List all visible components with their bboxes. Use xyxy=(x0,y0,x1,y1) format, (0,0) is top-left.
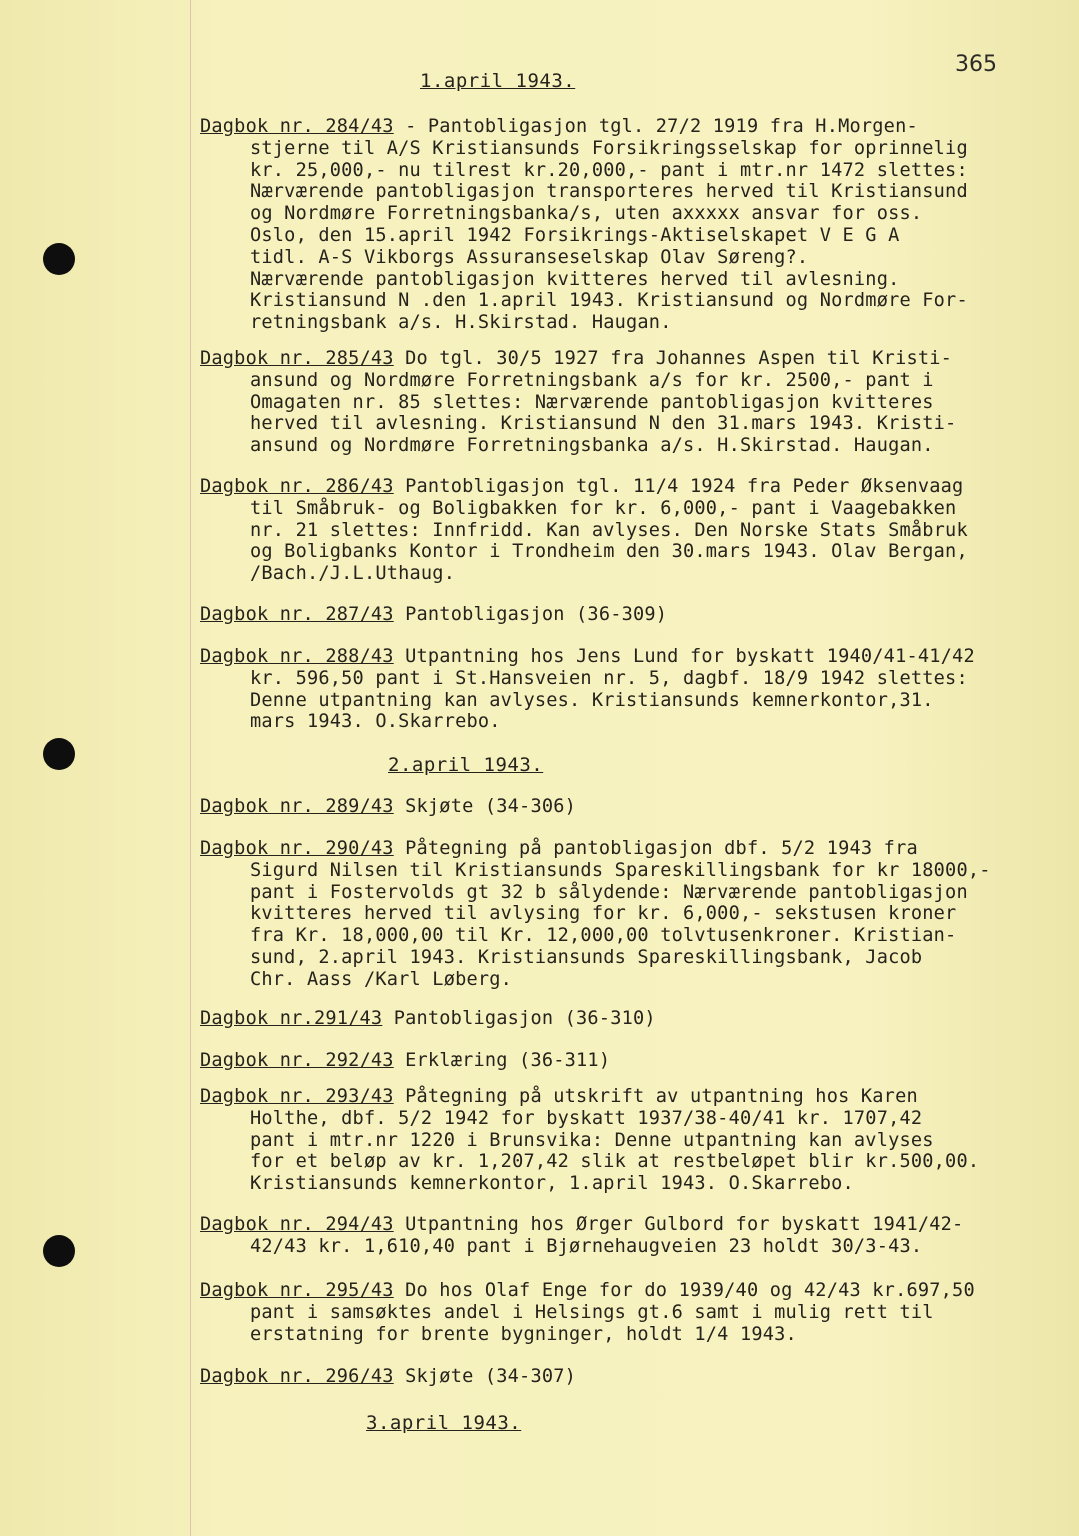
entry-text: Omagaten nr. 85 slettes: Nærværende pantobligasjon kvitteres xyxy=(250,391,934,413)
journal-entry xyxy=(200,796,1060,818)
date-heading: 3.april 1943. xyxy=(366,1412,522,1434)
entry-ref: Dagbok nr. 289/43 xyxy=(200,796,394,817)
entry-text: Oslo, den 15.april 1942 Forsikrings-Aktiselskapet V E G A xyxy=(250,224,900,246)
journal-entry xyxy=(200,1008,1060,1030)
entry-text: ansund og Nordmøre Forretningsbanka a/s. H.Skirstad. Haugan. xyxy=(250,435,934,457)
entry-text: Pantobligasjon tgl. 11/4 1924 fra Peder Øksenvaag xyxy=(393,476,964,497)
entry-text: - Pantobligasjon tgl. 27/2 1919 fra H.Morgen- xyxy=(393,116,918,137)
journal-entry xyxy=(200,1214,1060,1258)
entry-text: Utpantning hos Jens Lund for byskatt 1940/41-41/42 xyxy=(393,646,975,667)
entry-text: Pantobligasjon (36-310) xyxy=(382,1008,656,1029)
punch-hole xyxy=(43,1235,75,1267)
entry-ref: Dagbok nr. 292/43 xyxy=(200,1050,394,1071)
entry-text: stjerne til A/S Kristiansunds Forsikringsselskap for oprinnelig xyxy=(250,137,968,159)
entry-text: Kristiansunds kemnerkontor, 1.april 1943. O.Skarrebo. xyxy=(250,1173,854,1195)
entry-text: erstatning for brente bygninger, holdt 1/4 1943. xyxy=(250,1323,797,1345)
entry-text: Skjøte (34-306) xyxy=(393,796,577,817)
journal-entry xyxy=(200,116,1060,334)
entry-text: Påtegning på pantobligasjon dbf. 5/2 1943 fra xyxy=(393,838,918,859)
entry-text: retningsbank a/s. H.Skirstad. Haugan. xyxy=(250,312,672,334)
entry-text: Nærværende pantobligasjon transporteres herved til Kristiansund xyxy=(250,181,968,203)
entry-text: Holthe, dbf. 5/2 1942 for byskatt 1937/38-40/41 kr. 1707,42 xyxy=(250,1107,923,1129)
entry-text: kr. 596,50 pant i St.Hansveien nr. 5, dagbf. 18/9 1942 slettes: xyxy=(250,667,968,689)
entry-text: og Nordmøre Forretningsbanka/s, uten axxxxx ansvar for oss. xyxy=(250,203,923,225)
journal-entry xyxy=(200,838,1060,991)
entry-ref: Dagbok nr. 294/43 xyxy=(200,1214,394,1235)
entry-ref: Dagbok nr. 295/43 xyxy=(200,1280,394,1301)
entry-text: Chr. Aass /Karl Løberg. xyxy=(250,968,513,990)
entry-text: kvitteres herved til avlysing for kr. 6,000,- sekstusen kroner xyxy=(250,903,957,925)
entry-text: Påtegning på utskrift av utpantning hos Karen xyxy=(393,1086,918,1107)
entry-text: Skjøte (34-307) xyxy=(393,1366,577,1387)
journal-entry xyxy=(200,1086,1060,1195)
entry-text: sund, 2.april 1943. Kristiansunds Spareskillingsbank, Jacob xyxy=(250,946,923,968)
journal-entry xyxy=(200,1050,1060,1072)
entry-text: Denne utpantning kan avlyses. Kristiansunds kemnerkontor,31. xyxy=(250,689,934,711)
punch-hole xyxy=(43,243,75,275)
entry-text: til Småbruk- og Boligbakken for kr. 6,000,- pant i Vaagebakken xyxy=(250,497,957,519)
date-heading: 1.april 1943. xyxy=(420,70,576,92)
entry-text: mars 1943. O.Skarrebo. xyxy=(250,711,501,733)
entry-ref: Dagbok nr. 288/43 xyxy=(200,646,394,667)
journal-entry xyxy=(200,1280,1060,1345)
journal-entry xyxy=(200,348,1060,457)
journal-entry xyxy=(200,476,1060,585)
journal-entry xyxy=(200,1366,1060,1388)
entry-ref: Dagbok nr. 284/43 xyxy=(200,116,394,137)
entry-text: fra Kr. 18,000,00 til Kr. 12,000,00 tolvtusenkroner. Kristian- xyxy=(250,925,957,947)
entry-text: Erklæring (36-311) xyxy=(393,1050,611,1071)
entry-text: Sigurd Nilsen til Kristiansunds Spareskillingsbank for kr 18000,- xyxy=(250,859,991,881)
punch-hole xyxy=(43,738,75,770)
entry-text: /Bach./J.L.Uthaug. xyxy=(250,563,456,585)
entry-text: Utpantning hos Ørger Gulbord for byskatt 1941/42- xyxy=(393,1214,964,1235)
entry-text: herved til avlesning. Kristiansund N den 31.mars 1943. Kristi- xyxy=(250,413,957,435)
entry-ref: Dagbok nr. 293/43 xyxy=(200,1086,394,1107)
entry-text: ansund og Nordmøre Forretningsbank a/s for kr. 2500,- pant i xyxy=(250,369,934,391)
entry-ref: Dagbok nr. 285/43 xyxy=(200,348,394,369)
date-heading: 2.april 1943. xyxy=(388,754,544,776)
entry-text: Pantobligasjon (36-309) xyxy=(393,604,668,625)
entry-text: pant i samsøktes andel i Helsings gt.6 samt i mulig rett til xyxy=(250,1301,934,1323)
entry-ref: Dagbok nr. 287/43 xyxy=(200,604,394,625)
entry-ref: Dagbok nr. 286/43 xyxy=(200,476,394,497)
journal-entry xyxy=(200,646,1060,733)
journal-entry xyxy=(200,604,1060,626)
entry-text: Do tgl. 30/5 1927 fra Johannes Aspen til Kristi- xyxy=(393,348,953,369)
entry-text: Kristiansund N .den 1.april 1943. Kristiansund og Nordmøre For- xyxy=(250,290,968,312)
entry-text: for et beløp av kr. 1,207,42 slik at restbeløpet blir kr.500,00. xyxy=(250,1151,980,1173)
entry-text: 42/43 kr. 1,610,40 pant i Bjørnehaugveien 23 holdt 30/3-43. xyxy=(250,1235,923,1257)
entry-text: nr. 21 slettes: Innfridd. Kan avlyses. Den Norske Stats Småbruk xyxy=(250,519,968,541)
entry-text: pant i Fostervolds gt 32 b sålydende: Nærværende pantobligasjon xyxy=(250,881,968,903)
margin-line xyxy=(190,0,191,1536)
entry-ref: Dagbok nr. 296/43 xyxy=(200,1366,394,1387)
entry-text: pant i mtr.nr 1220 i Brunsvika: Denne utpantning kan avlyses xyxy=(250,1129,934,1151)
entry-ref: Dagbok nr.291/43 xyxy=(200,1008,383,1029)
entry-text: og Boligbanks Kontor i Trondheim den 30.mars 1943. Olav Bergan, xyxy=(250,541,968,563)
entry-text: Do hos Olaf Enge for do 1939/40 og 42/43 kr.697,50 xyxy=(393,1280,975,1301)
entry-text: kr. 25,000,- nu tilrest kr.20,000,- pant i mtr.nr 1472 slettes: xyxy=(250,159,968,181)
entry-text: Nærværende pantobligasjon kvitteres herved til avlesning. xyxy=(250,268,900,290)
entry-ref: Dagbok nr. 290/43 xyxy=(200,838,394,859)
entry-text: tidl. A-S Vikborgs Assuranseselskap Olav Søreng?. xyxy=(250,246,809,268)
page-number: 365 xyxy=(955,52,997,77)
